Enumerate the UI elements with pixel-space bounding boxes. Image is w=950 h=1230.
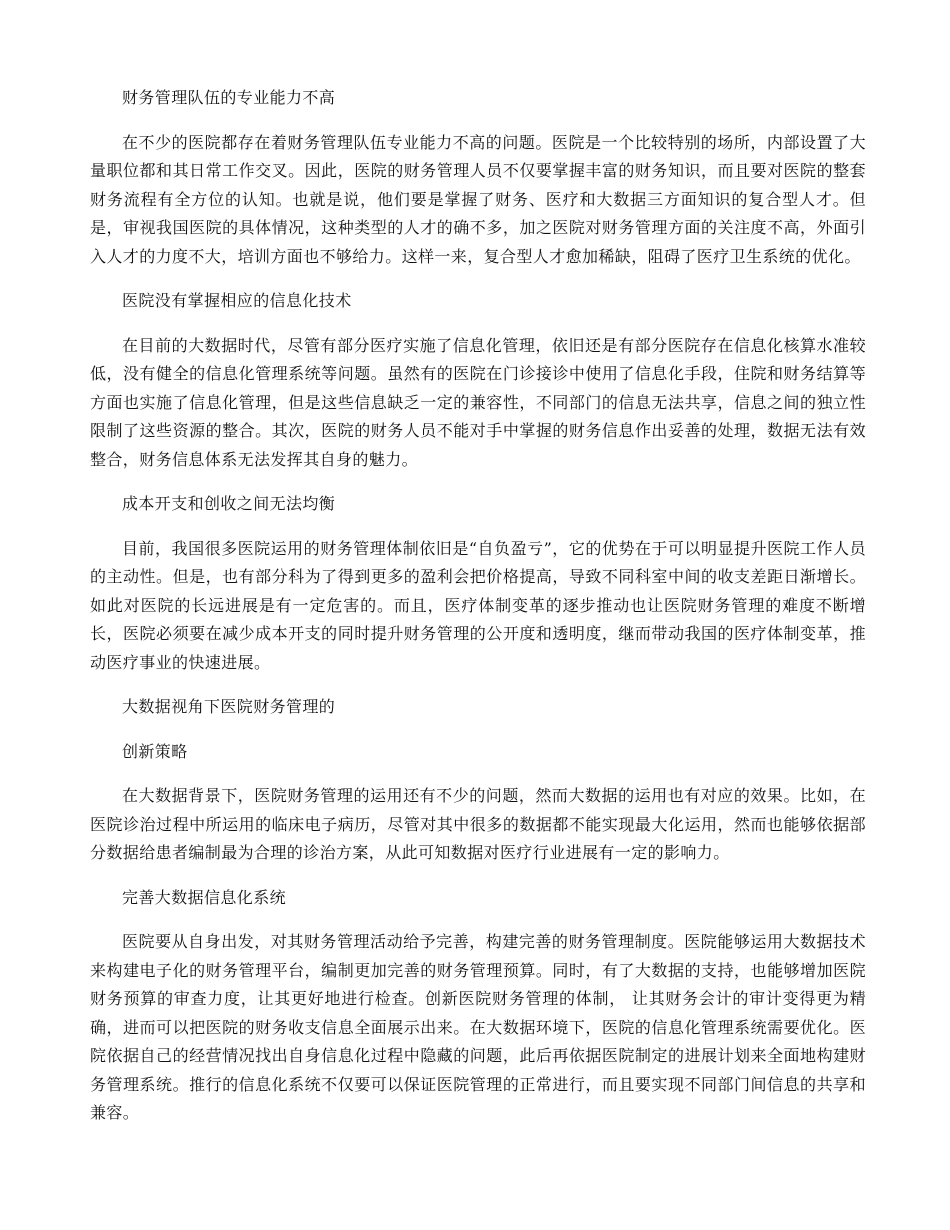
paragraph-it-technology: 在目前的大数据时代，尽管有部分医疗实施了信息化管理，依旧还是有部分医院存在信息化核算水准较低，没有健全的信息化管理系统等问题。虽然有的医院在门诊接诊中使用了信息化手段，住院和财务结算等方面也实施了信息化管理，但是这些信息缺乏一定的兼容性，不同部门的信息无法共享，信息之间的独立性限制了这些资源的整合。其次，医院的财务人员不能对手中掌握的财务信息作出妥善的处理，数据无法有效整合，财务信息体系无法发挥其自身的魅力。: [90, 335, 866, 469]
section-heading-cost-balance: 成本开支和创收之间无法均衡: [122, 494, 336, 513]
paragraph-strategy: 在大数据背景下，医院财务管理的运用还有不少的问题，然而大数据的运用也有对应的效果。比如，在医院诊治过程中所运用的临床电子病历，尽管对其中很多的数据都不能实现最大化运用，然而也能够依据部分数据给患者编制最为合理的诊治方案，从此可知数据对医疗行业进展有一定的影响力。: [90, 786, 866, 862]
section-heading-big-data-system: 完善大数据信息化系统: [122, 887, 287, 907]
paragraph-cost-balance: 目前，我国很多医院运用的财务管理体制依旧是“自负盈亏”，它的优势在于可以明显提升医院工作人员的主动性。但是，也有部分科为了得到更多的盈利会把价格提高，导致不同科室中间的收支差距日渐增长。如此对医院的长远进展是有一定危害的。而且，医疗体制变革的逐步推动也让医院财务管理的难度不断增长，医院必须要在减少成本开支的同时提升财务管理的公开度和透明度，继而带动我国的医疗体制变革，推动医疗事业的快速进展。: [90, 538, 866, 672]
paragraph-big-data-system: 医院要从自身出发，对其财务管理活动给予完善，构建完善的财务管理制度。医院能够运用大数据技术来构建电子化的财务管理平台，编制更加完善的财务管理预算。同时，有了大数据的支持，也能够增加医院财务预算的审查力度，让其更好地进行检查。创新医院财务管理的体制， 让其财务会计的审计变得更为精确，进而可以把医院的财务收支信息全面展示出来。在大数据环境下，医院的信息化管理系统需要优化。医院依据自己的经营情况找出自身信息化过程中隐藏的问题，此后再依据医院制定的进展计划来全面地构建财务管理系统。推行的信息化系统不仅要可以保证医院管理的正常进行，而且要实现不同部门间信息的共享和兼容。: [90, 932, 866, 1122]
section-heading-strategy-line2: 创新策略: [122, 741, 188, 761]
section-heading-strategy-line1: 大数据视角下医院财务管理的: [122, 697, 336, 716]
paragraph-team-ability: 在不少的医院都存在着财务管理队伍专业能力不高的问题。医院是一个比较特别的场所，内部设置了大量职位都和其日常工作交叉。因此，医院的财务管理人员不仅要掌握丰富的财务知识，而且要对医院的整套财务流程有全方位的认知。也就是说，他们要是掌握了财务、医疗和大数据三方面知识的复合型人才。但是，审视我国医院的具体情况，这种类型的人才的确不多，加之医院对财务管理方面的关注度不高，外面引入人才的力度不大，培训方面也不够给力。这样一来，复合型人才愈加稀缺，阻碍了医疗卫生系统的优化。: [90, 132, 866, 266]
document-page: [90, 84, 866, 1144]
section-heading-team-ability: 财务管理队伍的专业能力不高: [122, 88, 336, 107]
section-heading-it-technology: 医院没有掌握相应的信息化技术: [122, 291, 352, 310]
